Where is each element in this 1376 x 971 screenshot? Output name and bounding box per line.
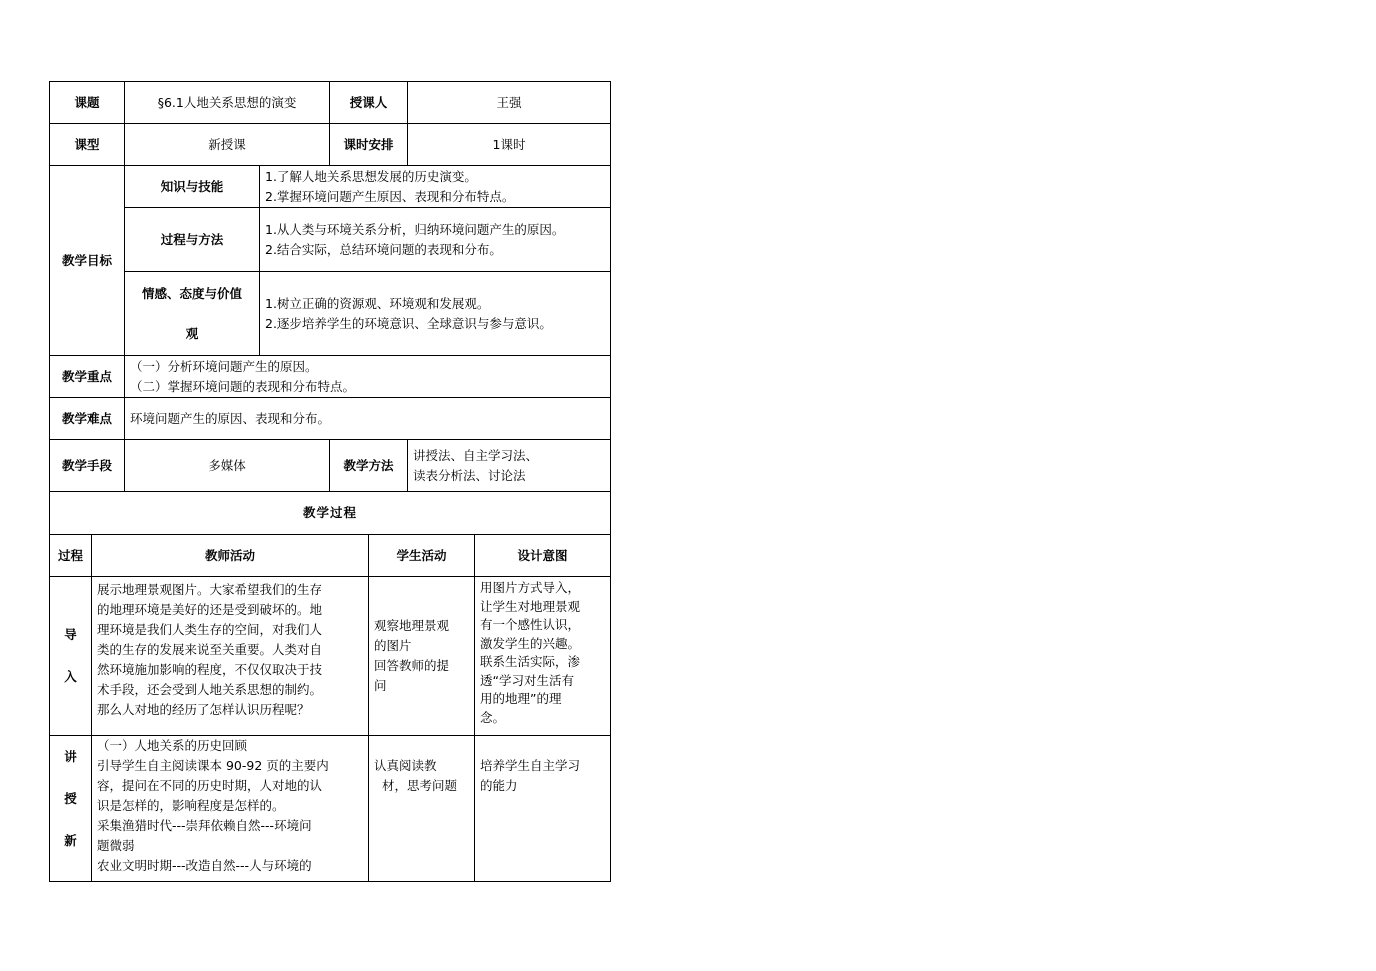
intent-line: 培养学生自主学习 [480,758,581,773]
schedule-value: 1课时 [408,124,611,166]
emotion-content [260,272,611,356]
intent-line: 念。 [480,709,506,725]
stage-char: 入 [64,669,77,684]
type-value: 新授课 [125,124,330,166]
column-header-intent: 设计意图 [475,535,611,577]
emotion-label-line: 观 [185,325,199,341]
table-row [50,736,611,882]
focus-line: （二）掌握环境问题的表现和分布特点。 [130,378,356,394]
intent-line: 透“学习对生活有 [480,672,574,688]
stage-char: 新 [64,833,77,848]
difficulty-label: 教学难点 [50,398,125,440]
emotion-line: 1.树立正确的资源观、环境观和发展观。 [265,295,490,311]
focus-line: （一）分析环境问题产生的原因。 [130,358,318,374]
student-activity-cell [369,577,475,736]
focus-content [125,356,611,398]
type-label: 课型 [50,124,125,166]
lesson-plan-sheet [49,81,610,882]
column-header-stage: 过程 [50,535,92,577]
intent-cell [475,736,611,882]
teacher-line: （一）人地关系的历史回顾 [97,738,248,753]
teacher-line: 题微弱 [97,838,135,853]
stage-char: 授 [64,791,77,806]
teacher-line: 的地理环境是美好的还是受到破坏的。地 [97,602,323,617]
method-value [408,440,611,492]
stage-cell [50,736,92,882]
method-line: 读表分析法、讨论法 [413,467,526,483]
stage-char: 讲 [64,749,77,764]
process-table [49,491,611,882]
teacher-line: 采集渔猎时代---崇拜依赖自然---环境问 [97,818,312,833]
focus-label: 教学重点 [50,356,125,398]
student-line: 观察地理景观 [374,618,450,633]
means-value: 多媒体 [125,440,330,492]
stage-char: 导 [64,627,77,642]
teacher-activity-cell [92,577,369,736]
intent-line: 激发学生的兴趣。 [480,635,581,651]
intent-line: 用图片方式导入， [480,580,581,595]
teacher-line: 识是怎样的，影响程度是怎样的。 [97,798,285,813]
student-line: 认真阅读教 [374,758,437,773]
teacher-activity-cell [92,736,369,882]
means-label: 教学手段 [50,440,125,492]
teacher-label: 授课人 [330,82,408,124]
student-line: 问 [374,678,387,693]
teacher-line: 理环境是我们人类生存的空间，对我们人 [97,622,323,637]
topic-value: §6.1人地关系思想的演变 [125,82,330,124]
topic-label: 课题 [50,82,125,124]
teacher-line: 展示地理景观图片。大家希望我们的生存 [97,582,323,597]
stage-cell [50,577,92,736]
process-title: 教学过程 [50,492,611,535]
intent-cell [475,577,611,736]
student-line: 回答教师的提 [374,658,450,673]
teacher-line: 容，提问在不同的历史时期，人对地的认 [97,778,323,793]
process-method-line: 1.从人类与环境关系分析，归纳环境问题产生的原因。 [265,221,565,237]
schedule-label: 课时安排 [330,124,408,166]
intent-line: 的能力 [480,778,518,793]
column-header-teacher: 教师活动 [92,535,369,577]
teacher-line: 农业文明时期---改造自然---人与环境的 [97,858,312,873]
student-activity-cell [369,736,475,882]
knowledge-content [260,166,611,208]
teacher-line: 那么人对地的经历了怎样认识历程呢？ [97,702,310,717]
knowledge-line: 2.掌握环境问题产生原因、表现和分布特点。 [265,188,515,204]
table-row [50,577,611,736]
teacher-line: 术手段，还会受到人地关系思想的制约。 [97,682,323,697]
column-header-student: 学生活动 [369,535,475,577]
teacher-line: 然环境施加影响的程度，不仅仅取决于技 [97,662,323,677]
teacher-value: 王强 [408,82,611,124]
student-line: 的图片 [374,638,412,653]
process-method-content [260,208,611,272]
teacher-line: 引导学生自主阅读课本 90-92 页的主要内 [97,758,329,773]
intent-line: 用的地理”的理 [480,691,562,706]
teacher-line: 类的生存的发展来说至关重要。人类对自 [97,642,323,657]
objectives-label: 教学目标 [50,166,125,356]
method-line: 讲授法、自主学习法、 [413,447,539,463]
knowledge-label: 知识与技能 [125,166,260,208]
emotion-label-line: 情感、态度与价值 [141,285,242,301]
intent-line: 让学生对地理景观 [480,598,581,614]
intent-line: 联系生活实际，渗 [480,654,581,669]
knowledge-line: 1.了解人地关系思想发展的历史演变。 [265,168,477,184]
method-label: 教学方法 [330,440,408,492]
lesson-info-table [49,81,611,492]
emotion-label [125,272,260,356]
process-method-label: 过程与方法 [125,208,260,272]
process-method-line: 2.结合实际，总结环境问题的表现和分布。 [265,241,502,257]
intent-line: 有一个感性认识， [480,617,581,632]
emotion-line: 2.逐步培养学生的环境意识、全球意识与参与意识。 [265,315,552,331]
student-line: 材，思考问题 [374,778,457,793]
difficulty-content: 环境问题产生的原因、表现和分布。 [125,398,611,440]
